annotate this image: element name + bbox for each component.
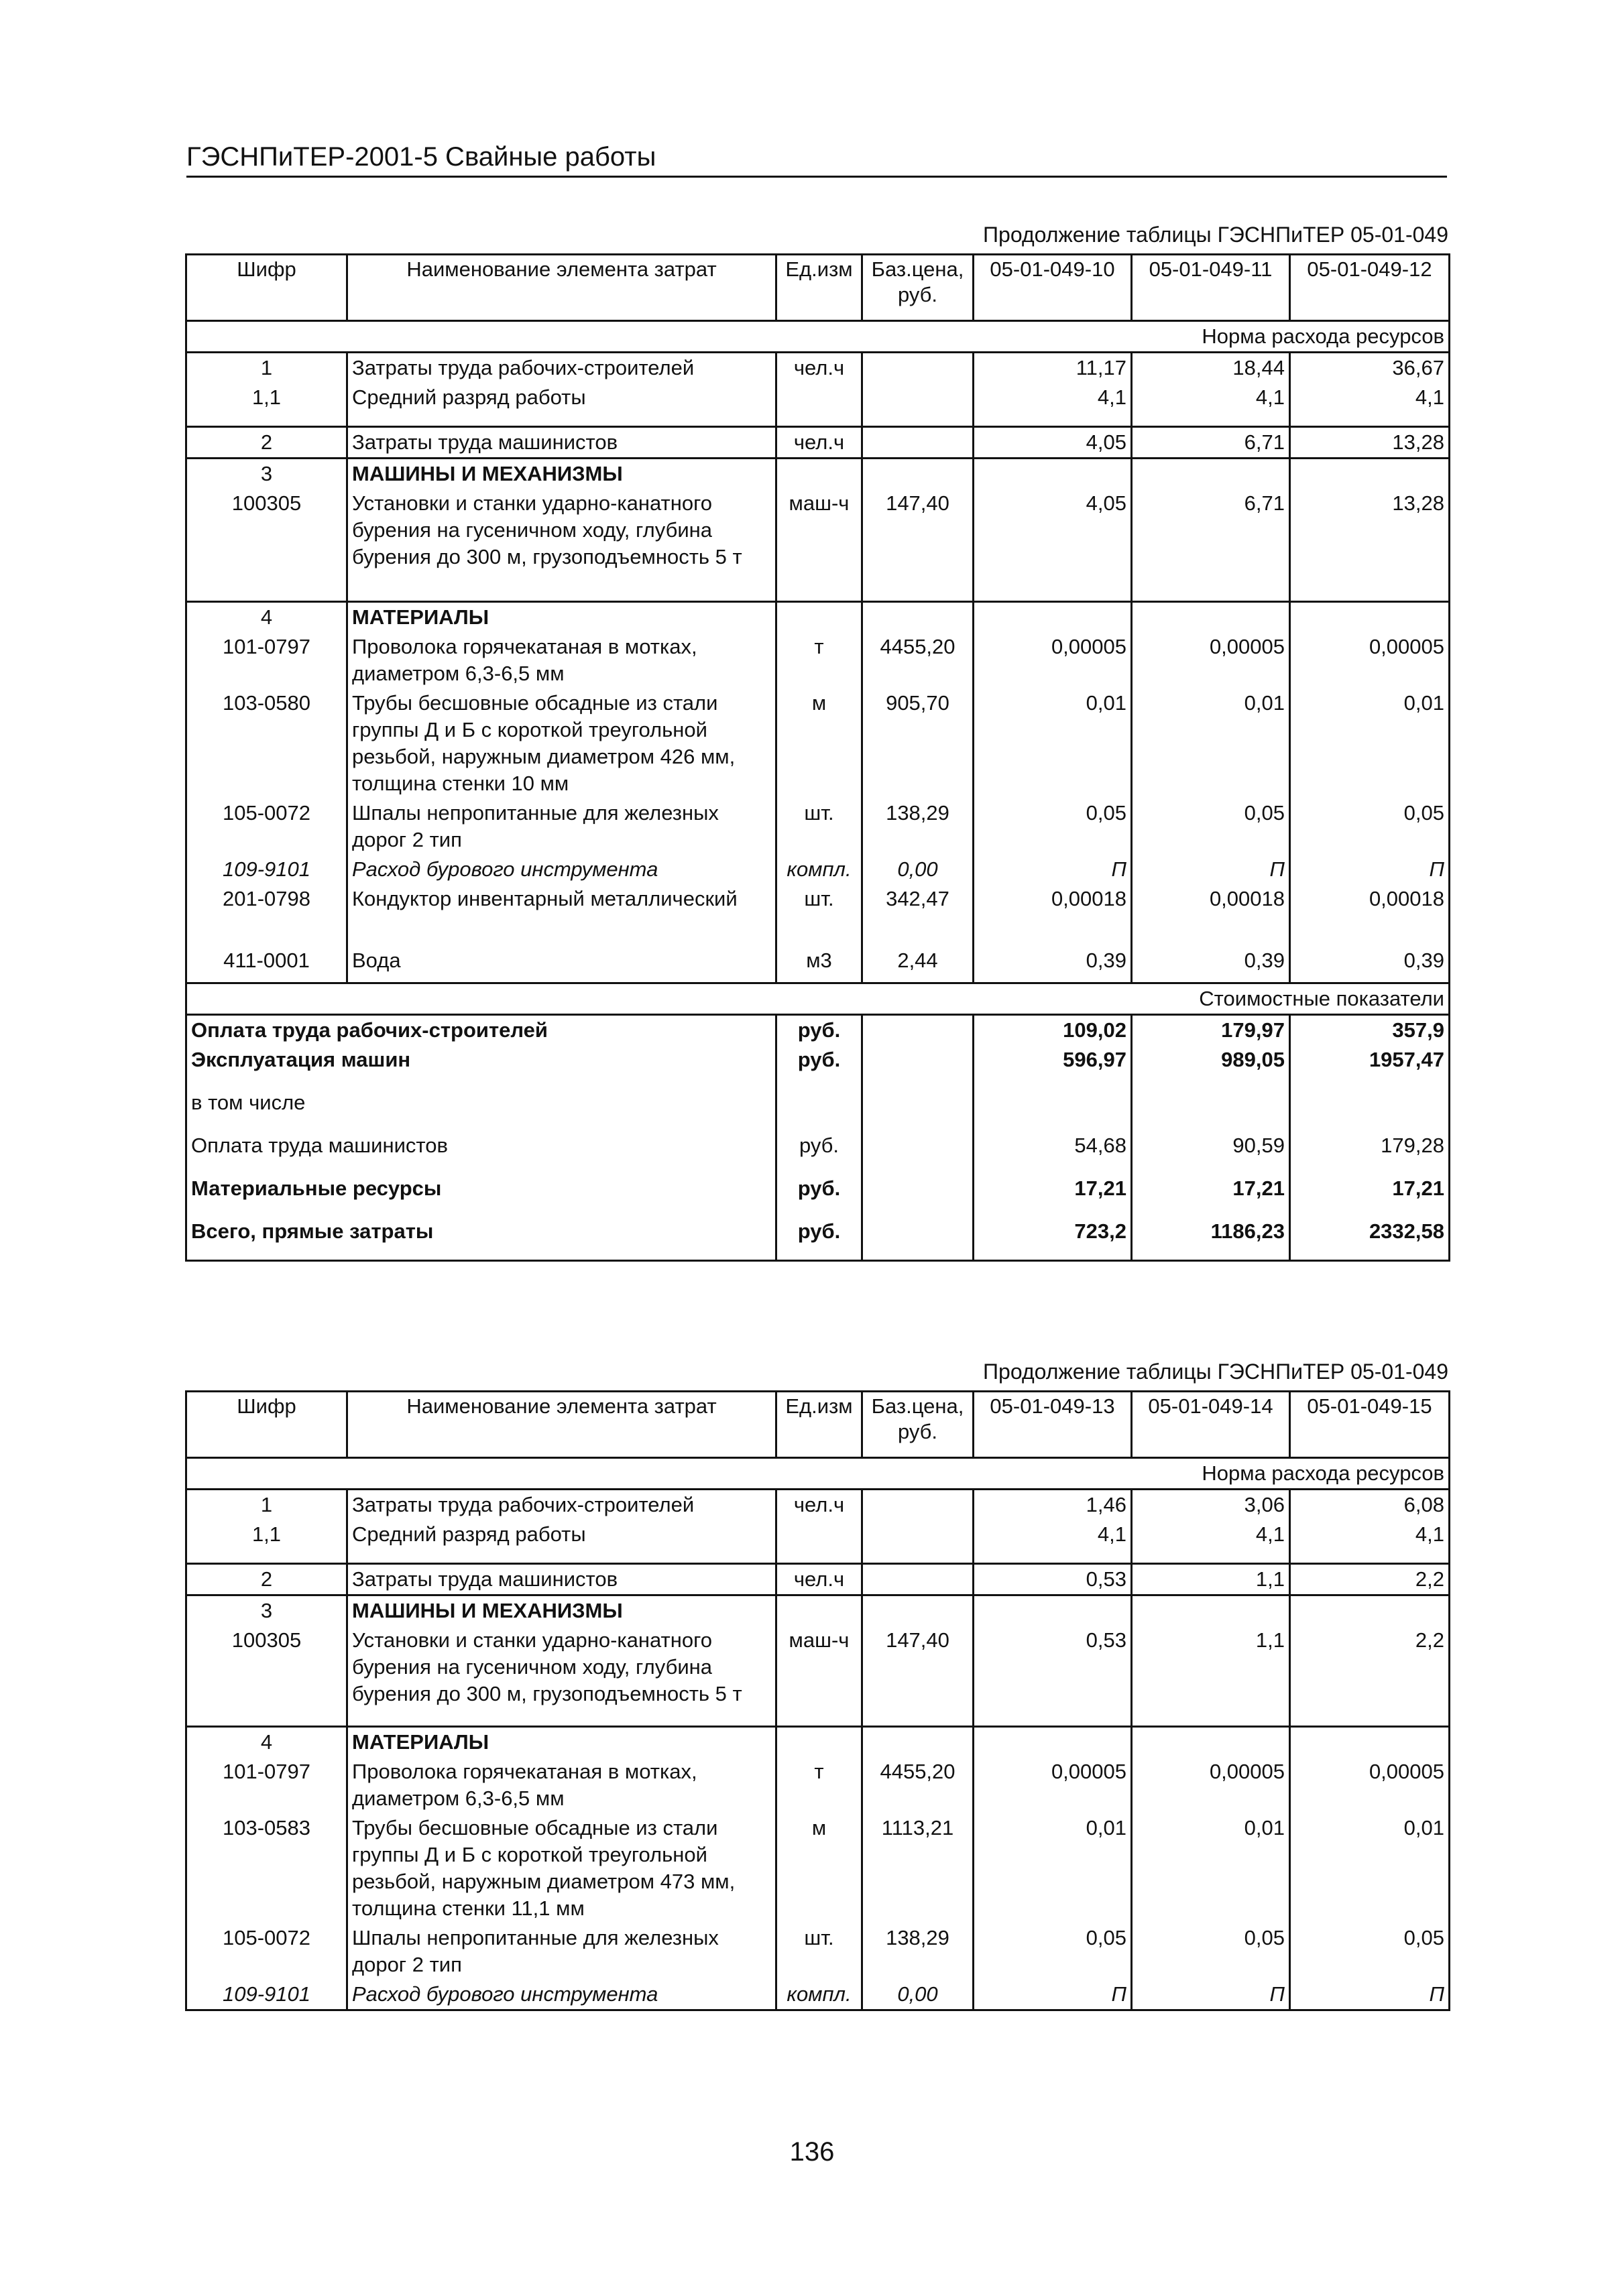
running-head: ГЭСНПиТЕР-2001-5 Свайные работы [186, 141, 1447, 178]
row-price [862, 1490, 974, 1520]
row-value: 0,39 [1132, 946, 1290, 983]
row-price [862, 459, 974, 489]
table-row [186, 884, 1450, 946]
row-name: Средний разряд работы [347, 1520, 776, 1564]
row-code: 4 [186, 601, 347, 632]
table-row [186, 489, 1450, 601]
row-value: 4,1 [974, 1520, 1132, 1564]
col-price: Баз.цена, руб. [862, 255, 974, 321]
table-row [186, 1626, 1450, 1726]
row-value: 0,05 [974, 1923, 1132, 1980]
row-price [862, 353, 974, 383]
row-value: 0,00005 [1290, 632, 1450, 688]
row-value: 2,2 [1290, 1626, 1450, 1726]
cost-value: 179,97 [1132, 1015, 1290, 1046]
row-value: 0,05 [1290, 798, 1450, 855]
row-code: 100305 [186, 1626, 347, 1726]
row-unit [776, 601, 862, 632]
cost-value: 54,68 [974, 1131, 1132, 1174]
table-row [186, 459, 1450, 489]
row-price: 0,00 [862, 855, 974, 884]
cost-value: 723,2 [974, 1217, 1132, 1261]
row-value: 4,1 [1290, 1520, 1450, 1564]
row-price: 342,47 [862, 884, 974, 946]
cost-value: 989,05 [1132, 1045, 1290, 1088]
row-name: Трубы бесшовные обсадные из стали группы Д и Б с короткой треугольной резьбой, наружным диаметром 426 мм, толщина стенки 10 мм [347, 688, 776, 798]
row-value [1132, 1726, 1290, 1757]
row-code: 109-9101 [186, 1980, 347, 2010]
row-name: Вода [347, 946, 776, 983]
row-value: 13,28 [1290, 489, 1450, 601]
row-value: 0,00018 [1290, 884, 1450, 946]
row-value: П [1290, 855, 1450, 884]
row-value: 3,06 [1132, 1490, 1290, 1520]
row-value: 0,00005 [1290, 1757, 1450, 1813]
row-unit: маш-ч [776, 489, 862, 601]
cost-unit: руб. [776, 1045, 862, 1088]
cost-label-text: Всего, прямые затраты [186, 1217, 776, 1261]
row-code: 2 [186, 427, 347, 459]
cost-value: 17,21 [974, 1174, 1132, 1217]
cost-label: Стоимостные показатели [186, 983, 1450, 1015]
row-unit [776, 383, 862, 427]
col-name: Наименование элемента затрат [347, 255, 776, 321]
row-name: Расход бурового инструмента [347, 1980, 776, 2010]
row-value [1132, 601, 1290, 632]
row-code: 105-0072 [186, 1923, 347, 1980]
table-row [186, 688, 1450, 798]
row-code: 1,1 [186, 383, 347, 427]
row-price [862, 601, 974, 632]
table-row [186, 1980, 1450, 2010]
row-value: 0,05 [1132, 1923, 1290, 1980]
cost-value: 596,97 [974, 1045, 1132, 1088]
cost-value: 17,21 [1132, 1174, 1290, 1217]
col-code-1: 05-01-049-13 [974, 1392, 1132, 1458]
cost-unit: руб. [776, 1015, 862, 1046]
row-value: 6,71 [1132, 427, 1290, 459]
row-value: 2,2 [1290, 1564, 1450, 1595]
row-value: 1,1 [1132, 1564, 1290, 1595]
row-value: 36,67 [1290, 353, 1450, 383]
row-name: Установки и станки ударно-канатного бурения на гусеничном ходу, глубина бурения до 300 м, грузоподъемность 5 т [347, 1626, 776, 1726]
row-price [862, 1564, 974, 1595]
row-value [1290, 459, 1450, 489]
row-value: 6,71 [1132, 489, 1290, 601]
table-row [186, 855, 1450, 884]
row-code: 2 [186, 1564, 347, 1595]
row-unit: маш-ч [776, 1626, 862, 1726]
cost-value: 90,59 [1132, 1131, 1290, 1174]
row-name: МАШИНЫ И МЕХАНИЗМЫ [347, 1595, 776, 1626]
row-unit: чел.ч [776, 427, 862, 459]
row-unit: компл. [776, 1980, 862, 2010]
row-price: 0,00 [862, 1980, 974, 2010]
row-code: 103-0583 [186, 1813, 347, 1923]
row-unit: м [776, 688, 862, 798]
row-value: 0,00005 [974, 632, 1132, 688]
col-shifr: Шифр [186, 1392, 347, 1458]
row-price: 4455,20 [862, 632, 974, 688]
cost-unit [776, 1088, 862, 1131]
row-name: Затраты труда машинистов [347, 427, 776, 459]
row-name: Затраты труда рабочих-строителей [347, 353, 776, 383]
row-name: Расход бурового инструмента [347, 855, 776, 884]
row-unit: т [776, 632, 862, 688]
row-price: 138,29 [862, 1923, 974, 1980]
row-value [1290, 1726, 1450, 1757]
row-unit [776, 1520, 862, 1564]
row-unit: м3 [776, 946, 862, 983]
row-value [1290, 1595, 1450, 1626]
row-value: 4,1 [1132, 383, 1290, 427]
table1-caption: Продолжение таблицы ГЭСНПиТЕР 05-01-049 [983, 223, 1448, 247]
row-price [862, 1595, 974, 1626]
cost-unit: руб. [776, 1174, 862, 1217]
row-value: 4,05 [974, 427, 1132, 459]
norma-label: Норма расхода ресурсов [186, 321, 1450, 353]
row-unit [776, 1595, 862, 1626]
col-code-3: 05-01-049-15 [1290, 1392, 1450, 1458]
page-number: 136 [789, 2137, 835, 2167]
row-unit: чел.ч [776, 353, 862, 383]
row-price: 2,44 [862, 946, 974, 983]
row-value [1290, 601, 1450, 632]
row-value: 0,01 [1132, 688, 1290, 798]
row-unit: компл. [776, 855, 862, 884]
table-row [186, 353, 1450, 383]
row-unit: шт. [776, 884, 862, 946]
row-value: 0,00005 [1132, 632, 1290, 688]
row-code: 1 [186, 1490, 347, 1520]
cost-label-text: в том числе [186, 1088, 776, 1131]
row-value: 6,08 [1290, 1490, 1450, 1520]
table-row [186, 946, 1450, 983]
row-value: 0,00005 [974, 1757, 1132, 1813]
cost-label-text: Материальные ресурсы [186, 1174, 776, 1217]
row-name: Средний разряд работы [347, 383, 776, 427]
row-code: 3 [186, 459, 347, 489]
col-price: Баз.цена, руб. [862, 1392, 974, 1458]
row-value [974, 601, 1132, 632]
row-price [862, 383, 974, 427]
table-row [186, 1564, 1450, 1595]
table2 [185, 1390, 1450, 2011]
row-code: 105-0072 [186, 798, 347, 855]
row-value: 4,1 [974, 383, 1132, 427]
row-value [1132, 459, 1290, 489]
cost-label-text: Оплата труда рабочих-строителей [186, 1015, 776, 1046]
row-code: 411-0001 [186, 946, 347, 983]
row-code: 201-0798 [186, 884, 347, 946]
row-unit [776, 459, 862, 489]
cost-row [186, 1217, 1450, 1261]
row-code: 101-0797 [186, 632, 347, 688]
cost-value: 2332,58 [1290, 1217, 1450, 1261]
col-code-3: 05-01-049-12 [1290, 255, 1450, 321]
cost-row [186, 1131, 1450, 1174]
row-value: 0,01 [974, 1813, 1132, 1923]
table-row [186, 383, 1450, 427]
cost-row [186, 1015, 1450, 1046]
row-value: 0,01 [974, 688, 1132, 798]
table-row [186, 601, 1450, 632]
table2-header-row [186, 1392, 1450, 1458]
cost-unit: руб. [776, 1217, 862, 1261]
row-value: 0,01 [1132, 1813, 1290, 1923]
row-value [974, 459, 1132, 489]
row-unit: чел.ч [776, 1490, 862, 1520]
table-row [186, 798, 1450, 855]
row-unit: т [776, 1757, 862, 1813]
cost-value [1132, 1088, 1290, 1131]
cost-value: 17,21 [1290, 1174, 1450, 1217]
row-price: 905,70 [862, 688, 974, 798]
row-price: 147,40 [862, 489, 974, 601]
row-value: 13,28 [1290, 427, 1450, 459]
row-value: 4,1 [1290, 383, 1450, 427]
norma-label: Норма расхода ресурсов [186, 1458, 1450, 1490]
row-value: 0,39 [1290, 946, 1450, 983]
col-unit: Ед.изм [776, 1392, 862, 1458]
cost-value: 109,02 [974, 1015, 1132, 1046]
col-shifr: Шифр [186, 255, 347, 321]
row-unit: чел.ч [776, 1564, 862, 1595]
table-row [186, 1813, 1450, 1923]
row-value: П [1290, 1980, 1450, 2010]
row-value: 0,00005 [1132, 1757, 1290, 1813]
table-row [186, 632, 1450, 688]
cost-value [974, 1088, 1132, 1131]
row-value: 0,05 [1132, 798, 1290, 855]
row-name: Шпалы непропитанные для железных дорог 2 тип [347, 1923, 776, 1980]
cost-row [186, 1045, 1450, 1088]
row-price: 1113,21 [862, 1813, 974, 1923]
row-value: 0,05 [974, 798, 1132, 855]
table-row [186, 1726, 1450, 1757]
table-row [186, 1520, 1450, 1564]
col-name: Наименование элемента затрат [347, 1392, 776, 1458]
row-value: 0,53 [974, 1564, 1132, 1595]
row-name: Кондуктор инвентарный металлический [347, 884, 776, 946]
row-code: 101-0797 [186, 1757, 347, 1813]
row-name: Трубы бесшовные обсадные из стали группы Д и Б с короткой треугольной резьбой, наружным диаметром 473 мм, толщина стенки 11,1 мм [347, 1813, 776, 1923]
table-row [186, 427, 1450, 459]
row-name: Проволока горячекатаная в мотках, диаметром 6,3-6,5 мм [347, 1757, 776, 1813]
cost-label-text: Эксплуатация машин [186, 1045, 776, 1088]
row-value: 4,1 [1132, 1520, 1290, 1564]
row-price: 138,29 [862, 798, 974, 855]
row-price [862, 427, 974, 459]
row-value: 1,1 [1132, 1626, 1290, 1726]
table1 [185, 253, 1450, 1262]
row-name: Затраты труда рабочих-строителей [347, 1490, 776, 1520]
row-code: 1 [186, 353, 347, 383]
row-value: 18,44 [1132, 353, 1290, 383]
row-value: 0,00018 [974, 884, 1132, 946]
table-row [186, 1595, 1450, 1626]
row-value: 0,01 [1290, 1813, 1450, 1923]
row-unit: шт. [776, 798, 862, 855]
cost-value: 179,28 [1290, 1131, 1450, 1174]
row-value [974, 1595, 1132, 1626]
col-code-2: 05-01-049-14 [1132, 1392, 1290, 1458]
row-value [1132, 1595, 1290, 1626]
row-code: 3 [186, 1595, 347, 1626]
row-value: 0,01 [1290, 688, 1450, 798]
row-code: 103-0580 [186, 688, 347, 798]
row-value: 0,05 [1290, 1923, 1450, 1980]
table2-caption: Продолжение таблицы ГЭСНПиТЕР 05-01-049 [983, 1360, 1448, 1384]
row-value: 4,05 [974, 489, 1132, 601]
table1-header-row [186, 255, 1450, 321]
row-value: 0,39 [974, 946, 1132, 983]
row-value: 0,00018 [1132, 884, 1290, 946]
cost-label-text: Оплата труда машинистов [186, 1131, 776, 1174]
row-name: МАШИНЫ И МЕХАНИЗМЫ [347, 459, 776, 489]
table-row [186, 1757, 1450, 1813]
row-value: П [1132, 855, 1290, 884]
row-code: 4 [186, 1726, 347, 1757]
row-unit: шт. [776, 1923, 862, 1980]
col-code-2: 05-01-049-11 [1132, 255, 1290, 321]
row-price: 147,40 [862, 1626, 974, 1726]
cost-value: 357,9 [1290, 1015, 1450, 1046]
row-price: 4455,20 [862, 1757, 974, 1813]
col-code-1: 05-01-049-10 [974, 255, 1132, 321]
row-name: Установки и станки ударно-канатного бурения на гусеничном ходу, глубина бурения до 300 м, грузоподъемность 5 т [347, 489, 776, 601]
table-row [186, 1923, 1450, 1980]
cost-value [1290, 1088, 1450, 1131]
row-value: П [1132, 1980, 1290, 2010]
row-name: Шпалы непропитанные для железных дорог 2 тип [347, 798, 776, 855]
cost-unit: руб. [776, 1131, 862, 1174]
row-code: 109-9101 [186, 855, 347, 884]
cost-row [186, 1088, 1450, 1131]
cost-row [186, 1174, 1450, 1217]
row-unit: м [776, 1813, 862, 1923]
row-code: 1,1 [186, 1520, 347, 1564]
row-price [862, 1520, 974, 1564]
col-unit: Ед.изм [776, 255, 862, 321]
row-price [862, 1726, 974, 1757]
row-value: П [974, 1980, 1132, 2010]
row-name: МАТЕРИАЛЫ [347, 601, 776, 632]
cost-value: 1957,47 [1290, 1045, 1450, 1088]
row-code: 100305 [186, 489, 347, 601]
row-unit [776, 1726, 862, 1757]
row-name: Проволока горячекатаная в мотках, диаметром 6,3-6,5 мм [347, 632, 776, 688]
row-value [974, 1726, 1132, 1757]
row-value: 1,46 [974, 1490, 1132, 1520]
row-value: П [974, 855, 1132, 884]
cost-value: 1186,23 [1132, 1217, 1290, 1261]
row-name: МАТЕРИАЛЫ [347, 1726, 776, 1757]
table-row [186, 1490, 1450, 1520]
row-value: 11,17 [974, 353, 1132, 383]
row-value: 0,53 [974, 1626, 1132, 1726]
row-name: Затраты труда машинистов [347, 1564, 776, 1595]
